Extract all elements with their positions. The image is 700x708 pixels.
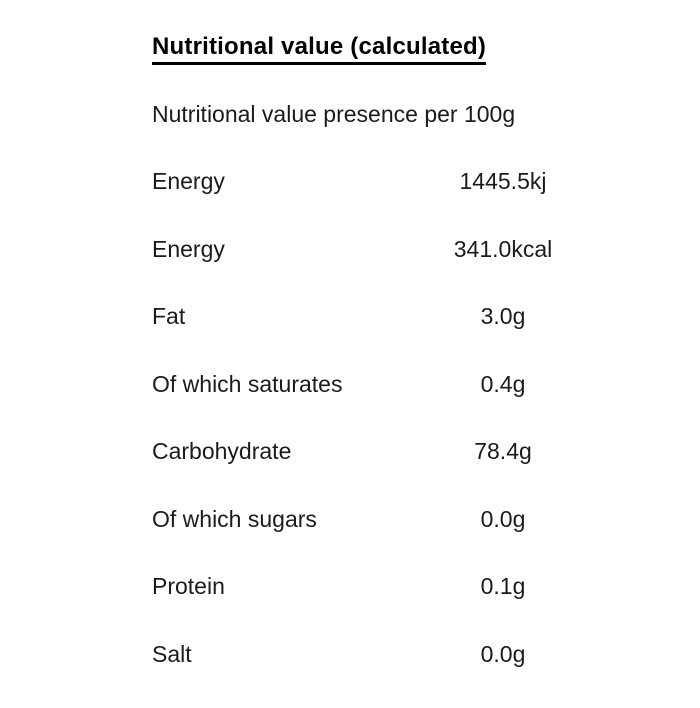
nutrition-row bbox=[152, 641, 700, 708]
nutrient-value: 3.0g bbox=[420, 303, 586, 330]
nutrition-row bbox=[152, 438, 700, 506]
nutrition-row bbox=[152, 573, 700, 641]
nutrient-label: Protein bbox=[152, 573, 420, 600]
nutrient-label: Of which saturates bbox=[152, 371, 420, 398]
nutrient-value: 0.1g bbox=[420, 573, 586, 600]
nutrient-value: 0.4g bbox=[420, 371, 586, 398]
nutrient-value: 0.0g bbox=[420, 641, 586, 668]
nutrition-row bbox=[152, 168, 700, 236]
nutrition-table bbox=[152, 168, 700, 708]
nutrient-value: 78.4g bbox=[420, 438, 586, 465]
nutrient-label: Of which sugars bbox=[152, 506, 420, 533]
serving-subtitle: Nutritional value presence per 100g bbox=[152, 101, 700, 169]
nutrition-row bbox=[152, 303, 700, 371]
nutrition-row bbox=[152, 506, 700, 574]
nutrient-label: Carbohydrate bbox=[152, 438, 420, 465]
nutrient-label: Fat bbox=[152, 303, 420, 330]
nutrition-row bbox=[152, 371, 700, 439]
page-title bbox=[152, 33, 700, 101]
page-title-text: Nutritional value (calculated) bbox=[152, 33, 486, 65]
nutrient-value: 0.0g bbox=[420, 506, 586, 533]
nutrient-label: Salt bbox=[152, 641, 420, 668]
nutrient-label: Energy bbox=[152, 236, 420, 263]
nutrient-value: 1445.5kj bbox=[420, 168, 586, 195]
nutrient-label: Energy bbox=[152, 168, 420, 195]
nutrient-value: 341.0kcal bbox=[420, 236, 586, 263]
nutrition-row bbox=[152, 236, 700, 304]
